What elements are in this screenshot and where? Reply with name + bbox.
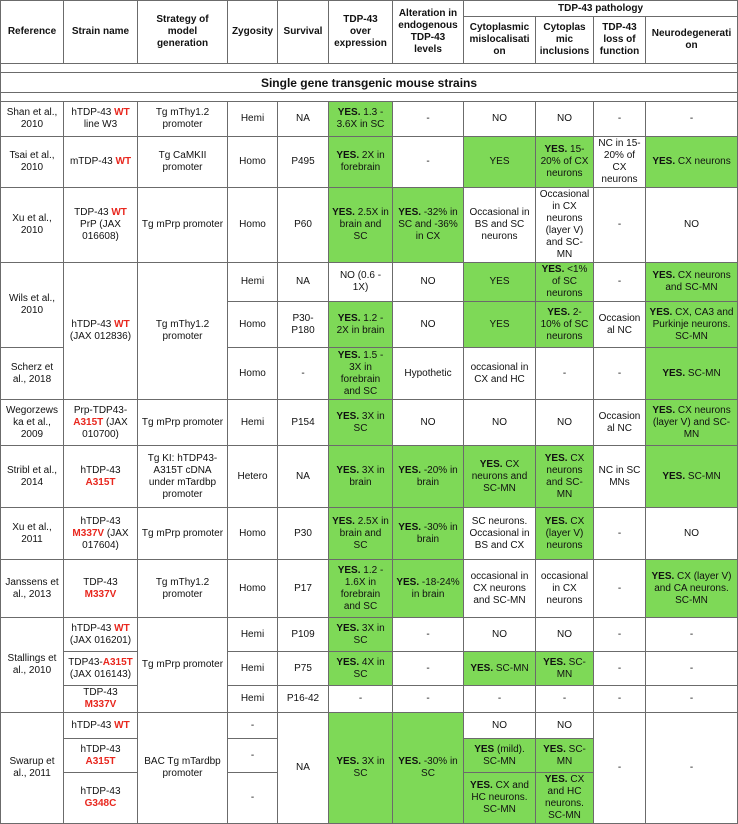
mislocalisation-cell: NO [464, 618, 536, 652]
mislocalisation-cell: YES [464, 137, 536, 188]
lof-cell: - [594, 508, 646, 560]
zygosity-cell: Homo [228, 188, 278, 263]
header-alteration: Alteration in endogenous TDP-43 levels [393, 1, 464, 64]
table-row [1, 188, 738, 263]
survival-cell: P30 [278, 508, 329, 560]
zygosity-cell: Homo [228, 348, 278, 400]
mislocalisation-cell: YES [464, 302, 536, 348]
neurodegeneration-cell: YES. CX (layer V) and CA neurons. SC-MN [646, 560, 738, 618]
table-row [1, 508, 738, 560]
zygosity-cell: - [228, 713, 278, 739]
alteration-cell: YES. -18-24% in brain [393, 560, 464, 618]
strain-cell: hTDP-43 WT [64, 713, 138, 739]
mislocalisation-cell: NO [464, 400, 536, 446]
inclusions-cell: - [536, 348, 594, 400]
alteration-cell: - [393, 102, 464, 137]
mislocalisation-cell: - [464, 686, 536, 713]
overexpression-cell: YES. 3X in SC [329, 713, 393, 824]
overexpression-cell: NO (0.6 - 1X) [329, 263, 393, 302]
strain-cell: hTDP-43 A315T [64, 446, 138, 508]
reference-cell: Wegorzewska et al., 2009 [1, 400, 64, 446]
survival-cell: NA [278, 713, 329, 824]
header-cyto-mislocalisation: Cytoplasmic mislocalisation [464, 17, 536, 64]
overexpression-cell: YES. 2.5X in brain and SC [329, 188, 393, 263]
survival-cell: NA [278, 446, 329, 508]
inclusions-cell: YES. 2-10% of SC neurons [536, 302, 594, 348]
table-row [1, 686, 738, 713]
header-reference: Reference [1, 1, 64, 64]
zygosity-cell: Homo [228, 302, 278, 348]
alteration-cell: - [393, 686, 464, 713]
inclusions-cell: YES. SC-MN [536, 652, 594, 686]
mislocalisation-cell: SC neurons. Occasional in BS and CX [464, 508, 536, 560]
lof-cell: - [594, 686, 646, 713]
alteration-cell: NO [393, 263, 464, 302]
overexpression-cell: - [329, 686, 393, 713]
strategy-cell: Tg mThy1.2 promoter [138, 102, 228, 137]
inclusions-cell: Occasional in CX neurons (layer V) and SC-MN [536, 188, 594, 263]
lof-cell: - [594, 618, 646, 652]
strategy-cell: Tg mThy1.2 promoter [138, 263, 228, 400]
overexpression-cell: YES. 1.3 - 3.6X in SC [329, 102, 393, 137]
overexpression-cell: YES. 3X in SC [329, 618, 393, 652]
survival-cell: P60 [278, 188, 329, 263]
header-overexpression: TDP-43 over expression [329, 1, 393, 64]
lof-cell: - [594, 713, 646, 824]
strain-cell: TDP-43 WT PrP (JAX 016608) [64, 188, 138, 263]
table-row [1, 560, 738, 618]
survival-cell: P495 [278, 137, 329, 188]
overexpression-cell: YES. 2X in forebrain [329, 137, 393, 188]
table-row [1, 713, 738, 739]
reference-cell: Xu et al., 2011 [1, 508, 64, 560]
mislocalisation-cell: YES. CX and HC neurons. SC-MN [464, 773, 536, 824]
zygosity-cell: Homo [228, 560, 278, 618]
survival-cell: NA [278, 102, 329, 137]
lof-cell: NC in SC MNs [594, 446, 646, 508]
inclusions-cell: NO [536, 618, 594, 652]
reference-cell: Scherz et al., 2018 [1, 348, 64, 400]
neurodegeneration-cell: YES. CX neurons [646, 137, 738, 188]
strain-cell: hTDP-43 WT line W3 [64, 102, 138, 137]
survival-cell: P17 [278, 560, 329, 618]
strategy-cell: Tg mPrp promoter [138, 508, 228, 560]
reference-cell: Stallings et al., 2010 [1, 618, 64, 713]
neurodegeneration-cell: YES. CX neurons and SC-MN [646, 263, 738, 302]
alteration-cell: - [393, 137, 464, 188]
inclusions-cell: - [536, 686, 594, 713]
alteration-cell: YES. -32% in SC and -36% in CX [393, 188, 464, 263]
lof-cell: Occasional NC [594, 302, 646, 348]
inclusions-cell: NO [536, 400, 594, 446]
overexpression-cell: YES. 4X in SC [329, 652, 393, 686]
inclusions-cell: YES. SC-MN [536, 739, 594, 773]
alteration-cell: YES. -30% in brain [393, 508, 464, 560]
strategy-cell: Tg mPrp promoter [138, 188, 228, 263]
strain-cell: hTDP-43 M337V (JAX 017604) [64, 508, 138, 560]
mislocalisation-cell: NO [464, 713, 536, 739]
zygosity-cell: Hemi [228, 263, 278, 302]
zygosity-cell: Hemi [228, 400, 278, 446]
lof-cell: - [594, 102, 646, 137]
neurodegeneration-cell: NO [646, 508, 738, 560]
alteration-cell: YES. -20% in brain [393, 446, 464, 508]
inclusions-cell: occasional in CX neurons [536, 560, 594, 618]
strain-cell: mTDP-43 WT [64, 137, 138, 188]
strategy-cell: Tg mPrp promoter [138, 400, 228, 446]
inclusions-cell: YES. CX (layer V) neurons [536, 508, 594, 560]
neurodegeneration-cell: YES. SC-MN [646, 348, 738, 400]
reference-cell: Janssens et al., 2013 [1, 560, 64, 618]
neurodegeneration-cell: - [646, 652, 738, 686]
table-row [1, 400, 738, 446]
mislocalisation-cell: YES. SC-MN [464, 652, 536, 686]
overexpression-cell: YES. 2.5X in brain and SC [329, 508, 393, 560]
zygosity-cell: - [228, 773, 278, 824]
alteration-cell: - [393, 618, 464, 652]
section-title: Single gene transgenic mouse strains [1, 73, 738, 93]
lof-cell: - [594, 188, 646, 263]
neurodegeneration-cell: YES. CX neurons (layer V) and SC-MN [646, 400, 738, 446]
strain-cell: hTDP-43 A315T [64, 739, 138, 773]
strain-cell: Prp-TDP43-A315T (JAX 010700) [64, 400, 138, 446]
lof-cell: - [594, 652, 646, 686]
strategy-cell: Tg KI: hTDP43-A315T cDNA under mTardbp promoter [138, 446, 228, 508]
neurodegeneration-cell: YES. SC-MN [646, 446, 738, 508]
zygosity-cell: Hetero [228, 446, 278, 508]
alteration-cell: NO [393, 302, 464, 348]
zygosity-cell: Homo [228, 137, 278, 188]
lof-cell: Occasional NC [594, 400, 646, 446]
overexpression-cell: YES. 3X in SC [329, 400, 393, 446]
neurodegeneration-cell: - [646, 686, 738, 713]
strategy-cell: Tg CaMKII promoter [138, 137, 228, 188]
survival-cell: - [278, 348, 329, 400]
header-zygosity: Zygosity [228, 1, 278, 64]
strain-cell: TDP-43 M337V [64, 560, 138, 618]
inclusions-cell: NO [536, 713, 594, 739]
zygosity-cell: Hemi [228, 652, 278, 686]
alteration-cell: - [393, 652, 464, 686]
mislocalisation-cell: YES (mild). SC-MN [464, 739, 536, 773]
survival-cell: NA [278, 263, 329, 302]
lof-cell: NC in 15-20% of CX neurons [594, 137, 646, 188]
header-cyto-inclusions: Cytoplasmic inclusions [536, 17, 594, 64]
reference-cell: Wils et al., 2010 [1, 263, 64, 348]
strategy-cell: Tg mThy1.2 promoter [138, 560, 228, 618]
inclusions-cell: YES. 15-20% of CX neurons [536, 137, 594, 188]
lof-cell: - [594, 263, 646, 302]
header-loss-of-function: TDP-43 loss of function [594, 17, 646, 64]
strain-cell: hTDP-43 WT (JAX 012836) [64, 263, 138, 400]
zygosity-cell: Hemi [228, 102, 278, 137]
survival-cell: P154 [278, 400, 329, 446]
survival-cell: P16-42 [278, 686, 329, 713]
mislocalisation-cell: occasional in CX and HC [464, 348, 536, 400]
reference-cell: Swarup et al., 2011 [1, 713, 64, 824]
mislocalisation-cell: Occasional in BS and SC neurons [464, 188, 536, 263]
overexpression-cell: YES. 3X in brain [329, 446, 393, 508]
table-row [1, 263, 738, 302]
zygosity-cell: Hemi [228, 686, 278, 713]
reference-cell: Shan et al., 2010 [1, 102, 64, 137]
zygosity-cell: Homo [228, 508, 278, 560]
inclusions-cell: YES. CX and HC neurons. SC-MN [536, 773, 594, 824]
survival-cell: P109 [278, 618, 329, 652]
mislocalisation-cell: YES [464, 263, 536, 302]
alteration-cell: NO [393, 400, 464, 446]
neurodegeneration-cell: - [646, 618, 738, 652]
survival-cell: P30-P180 [278, 302, 329, 348]
header-strain: Strain name [64, 1, 138, 64]
neurodegeneration-cell: - [646, 713, 738, 824]
inclusions-cell: YES. <1% of SC neurons [536, 263, 594, 302]
alteration-cell: Hypothetic [393, 348, 464, 400]
strain-cell: hTDP-43 G348C [64, 773, 138, 824]
reference-cell: Tsai et al., 2010 [1, 137, 64, 188]
header-survival: Survival [278, 1, 329, 64]
header-neurodegeneration: Neurodegeneration [646, 17, 738, 64]
header-pathology: TDP-43 pathology [464, 1, 738, 17]
header-strategy: Strategy of model generation [138, 1, 228, 64]
table-row [1, 618, 738, 652]
strategy-cell: BAC Tg mTardbp promoter [138, 713, 228, 824]
reference-cell: Stribl et al., 2014 [1, 446, 64, 508]
table-row [1, 102, 738, 137]
overexpression-cell: YES. 1.5 - 3X in forebrain and SC [329, 348, 393, 400]
inclusions-cell: NO [536, 102, 594, 137]
strategy-cell: Tg mPrp promoter [138, 618, 228, 713]
zygosity-cell: - [228, 739, 278, 773]
survival-cell: P75 [278, 652, 329, 686]
mislocalisation-cell: YES. CX neurons and SC-MN [464, 446, 536, 508]
neurodegeneration-cell: NO [646, 188, 738, 263]
table-row [1, 137, 738, 188]
overexpression-cell: YES. 1.2 - 2X in brain [329, 302, 393, 348]
strain-cell: hTDP-43 WT (JAX 016201) [64, 618, 138, 652]
zygosity-cell: Hemi [228, 618, 278, 652]
table-row [1, 446, 738, 508]
neurodegeneration-cell: - [646, 102, 738, 137]
mislocalisation-cell: occasional in CX neurons and SC-MN [464, 560, 536, 618]
inclusions-cell: YES. CX neurons and SC-MN [536, 446, 594, 508]
strain-cell: TDP-43 M337V [64, 686, 138, 713]
alteration-cell: YES. -30% in SC [393, 713, 464, 824]
strain-cell: TDP43-A315T (JAX 016143) [64, 652, 138, 686]
reference-cell: Xu et al., 2010 [1, 188, 64, 263]
table-row [1, 652, 738, 686]
neurodegeneration-cell: YES. CX, CA3 and Purkinje neurons. SC-MN [646, 302, 738, 348]
mislocalisation-cell: NO [464, 102, 536, 137]
lof-cell: - [594, 348, 646, 400]
lof-cell: - [594, 560, 646, 618]
overexpression-cell: YES. 1.2 - 1.6X in forebrain and SC [329, 560, 393, 618]
